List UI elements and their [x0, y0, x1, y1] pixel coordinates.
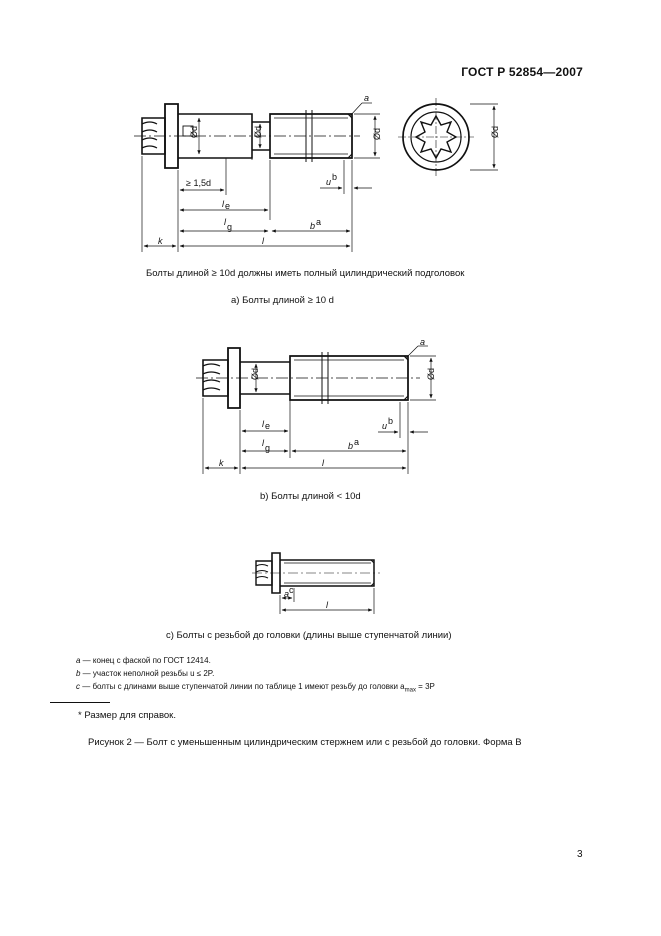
fig-a-label-ds: Ød: [253, 125, 263, 138]
fig-a-label-le: l: [222, 199, 224, 209]
fig-b-label-le-sub: e: [265, 421, 271, 431]
fig-c-label-a: a: [284, 589, 290, 599]
figure-c-bolt-drawing: [252, 553, 380, 614]
fig-c-label-l: l: [326, 600, 328, 610]
figure-b-caption: b) Болты длиной < 10d: [260, 491, 361, 502]
footnote-separator: [50, 702, 110, 703]
fig-a-label-1-5d: ≥ 1,5d: [186, 178, 211, 188]
note-b: [76, 669, 214, 678]
fig-b-label-b-sup: a: [354, 437, 360, 447]
figure-caption: Рисунок 2 — Болт с уменьшенным цилиндрическим стержнем или с резьбой до головки. Форма В: [88, 737, 522, 748]
fig-b-label-l: l: [322, 458, 324, 468]
figure-c-caption: с) Болты с резьбой до головки (длины выше ступенчатой линии): [166, 630, 452, 641]
note-c: [76, 682, 435, 694]
note-a-text: — конец с фаской по ГОСТ 12414.: [80, 656, 211, 665]
fig-b-label-lg-sub: g: [265, 443, 271, 453]
note-c-sub: max: [404, 687, 416, 694]
fig-a-label-b-sup: a: [316, 217, 322, 227]
note-b-key: b: [76, 669, 81, 678]
fig-b-label-b: b: [348, 441, 354, 451]
note-a-key: a: [76, 656, 81, 665]
fig-a-label-u: u: [326, 177, 332, 187]
fig-a-label-dd: Ød: [372, 127, 382, 140]
fig-b-label-a: a: [420, 337, 426, 347]
figure-a-end-view: [398, 98, 498, 176]
note-c-text: — болты с длинами выше ступенчатой линии по таблице 1 имеют резьбу до головки a: [80, 682, 405, 691]
fig-c-label-a-sup: c: [289, 585, 294, 595]
page-number: 3: [577, 849, 583, 860]
fig-b-label-ds: Ød: [250, 367, 260, 380]
fig-a-label-le-sub: e: [225, 201, 231, 211]
note-b-text: — участок неполной резьбы u ≤ 2P.: [80, 669, 215, 678]
fig-a-label-dk: Ød: [490, 125, 500, 138]
fig-a-label-l: l: [262, 236, 264, 246]
fig-b-label-lg: l: [262, 438, 264, 448]
fig-a-label-k: k: [158, 236, 163, 246]
figure-a-note: Болты длиной ≥ 10d должны иметь полный цилиндрический подголовок: [146, 268, 465, 279]
fig-b-label-dd: Ød: [426, 367, 436, 380]
fig-a-label-lg-sub: g: [227, 222, 233, 232]
document-standard-number: ГОСТ Р 52854—2007: [461, 65, 583, 79]
fig-a-label-b: b: [310, 221, 316, 231]
fig-b-label-u: u: [382, 421, 388, 431]
fig-b-label-k: k: [219, 458, 224, 468]
note-a: [76, 656, 211, 665]
figure-a-bolt-drawing: [134, 103, 380, 252]
footnote: * Размер для справок.: [78, 710, 176, 721]
fig-a-label-a: a: [364, 93, 370, 103]
note-c-tail: = 3P: [415, 682, 435, 691]
figure-b-bolt-drawing: [196, 346, 436, 474]
fig-b-label-le: l: [262, 419, 264, 429]
fig-a-label-u-sup: b: [332, 172, 338, 182]
note-c-key: c: [76, 682, 80, 691]
fig-a-label-lg: l: [224, 217, 226, 227]
figure-a-caption: а) Болты длиной ≥ 10 d: [231, 295, 334, 306]
fig-b-label-u-sup: b: [388, 416, 394, 426]
fig-a-label-de: Ød: [189, 125, 199, 138]
